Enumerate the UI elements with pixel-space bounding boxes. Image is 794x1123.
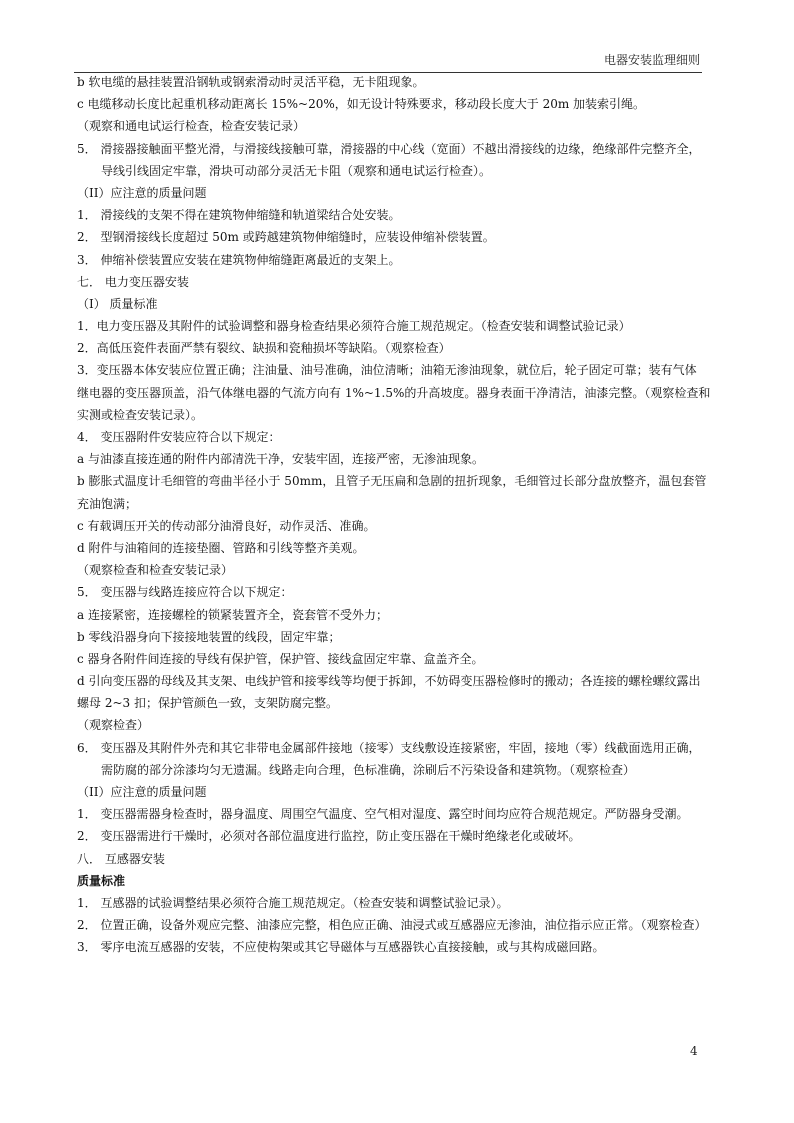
- text-line: b 膨胀式温度计毛细管的弯曲半径小于 50mm，且管子无压扁和急剧的扭折现象，毛细管过长部分盘放整齐，温包套管: [77, 474, 707, 489]
- text-line: 2． 变压器需进行干燥时，必须对各部位温度进行监控，防止变压器在干燥时绝缘老化或破坏。: [77, 829, 581, 844]
- text-line: 1． 滑接线的支架不得在建筑物伸缩缝和轨道梁结合处安装。: [77, 208, 401, 223]
- text-line: a 与油漆直接连通的附件内部清洗干净，安装牢固，连接严密，无渗油现象。: [77, 452, 484, 467]
- text-line: 3． 伸缩补偿装置应安装在建筑物伸缩缝距离最近的支架上。: [77, 252, 401, 267]
- text-line: 实测或检查安装记录）。: [77, 407, 204, 422]
- text-line: d 引向变压器的母线及其支架、电线护管和接零线等均便于拆卸，不妨碍变压器检修时的搬动；各连接的螺栓螺纹露出: [77, 674, 701, 689]
- text-line: c 电缆移动长度比起重机移动距离长 15%~20%，如无设计特殊要求，移动段长度大于 20m 加装索引绳。: [77, 97, 646, 112]
- text-line: 需防腐的部分涂漆均匀无遗漏。线路走向合理，色标准确，涂刷后不污染设备和建筑物。（观察检查）: [101, 762, 636, 777]
- text-line: 4． 变压器附件安装应符合以下规定：: [77, 430, 281, 444]
- header-title: 电器安装监理细则: [603, 53, 700, 67]
- text-line: （观察检查）: [77, 718, 150, 733]
- text-line: c 有载调压开关的传动部分油滑良好，动作灵活、准确。: [77, 518, 376, 533]
- text-line: 3． 零序电流互感器的安装，不应使构架或其它导磁体与互感器铁心直接接触，或与其构成磁回路。: [77, 940, 605, 955]
- text-line: a 连接紧密，连接螺栓的锁紧装置齐全，瓷套管不受外力；: [77, 607, 388, 622]
- text-line: 1． 变压器需器身检查时，器身温度、周围空气温度、空气相对湿度、露空时间均应符合规范规定。严防器身受潮。: [77, 807, 689, 822]
- section-heading: （II）应注意的质量问题: [77, 185, 207, 200]
- text-line: 充油饱满；: [77, 496, 138, 511]
- text-line: b 零线沿器身向下接接地装置的线段，固定牢靠；: [77, 629, 341, 644]
- page-number: 4: [690, 1044, 698, 1058]
- section-heading: 八． 互感器安装: [77, 851, 165, 866]
- text-line: 螺母 2~3 扣；保护管颜色一致，支架防腐完整。: [77, 696, 338, 711]
- text-line: 6． 变压器及其附件外壳和其它非带电金属部件接地（接零）支线敷设连接紧密，牢固，接地（零）线截面选用正确，: [77, 740, 701, 755]
- text-line: 1． 互感器的试验调整结果必须符合施工规范规定。（检查安装和调整试验记录）。: [77, 895, 509, 910]
- text-line: 1．电力变压器及其附件的试验调整和器身检查结果必须符合施工规范规定。（检查安装和调整试验记录）: [77, 319, 631, 334]
- document-body: [77, 74, 711, 962]
- text-line: （观察和通电试运行检查，检查安装记录）: [77, 119, 306, 134]
- section-heading: （II）应注意的质量问题: [77, 785, 207, 799]
- section-heading: 七． 电力变压器安装: [77, 274, 189, 289]
- text-line: b 软电缆的悬挂装置沿钢轨或钢索滑动时灵活平稳，无卡阻现象。: [77, 75, 425, 89]
- text-line: 2． 型钢滑接线长度超过 50m 或跨越建筑物伸缩缝时，应装设伸缩补偿装置。: [77, 230, 495, 245]
- text-line: c 器身各附件间连接的导线有保护管，保护管、接线盒固定牢靠、盒盖齐全。: [77, 651, 484, 666]
- text-line: （观察检查和检查安装记录）: [77, 563, 234, 578]
- text-line: 继电器的变压器顶盖，沿气体继电器的气流方向有 1%~1.5%的升高坡度。器身表面干净清洁，油漆完整。（观察检查和: [77, 385, 711, 400]
- text-line: 2．高低压瓷件表面严禁有裂纹、缺损和瓷釉损坏等缺陷。（观察检查）: [77, 341, 451, 356]
- page-header: [74, 52, 702, 73]
- text-line: 5． 滑接器接触面平整光滑，与滑接线接触可靠，滑接器的中心线（宽面）不越出滑接线的边缘，绝缘部件完整齐全，: [77, 141, 701, 156]
- text-line: 导线引线固定牢靠，滑块可动部分灵活无卡阻（观察和通电试运行检查）。: [101, 163, 492, 178]
- text-line: d 附件与油箱间的连接垫圈、管路和引线等整齐美观。: [77, 540, 365, 555]
- text-line: 5． 变压器与线路连接应符合以下规定：: [77, 585, 293, 600]
- section-heading: 质量标准: [77, 873, 126, 888]
- text-line: 2． 位置正确，设备外观应完整、油漆应完整，相色应正确、油浸式或互感器应无渗油，油位指示应正常。（观察检查）: [77, 918, 707, 933]
- text-line: 3．变压器本体安装应位置正确；注油量、油号准确，油位清晰；油箱无渗油现象，就位后，轮子固定可靠；装有气体: [77, 363, 697, 378]
- section-heading: （I） 质量标准: [77, 296, 158, 311]
